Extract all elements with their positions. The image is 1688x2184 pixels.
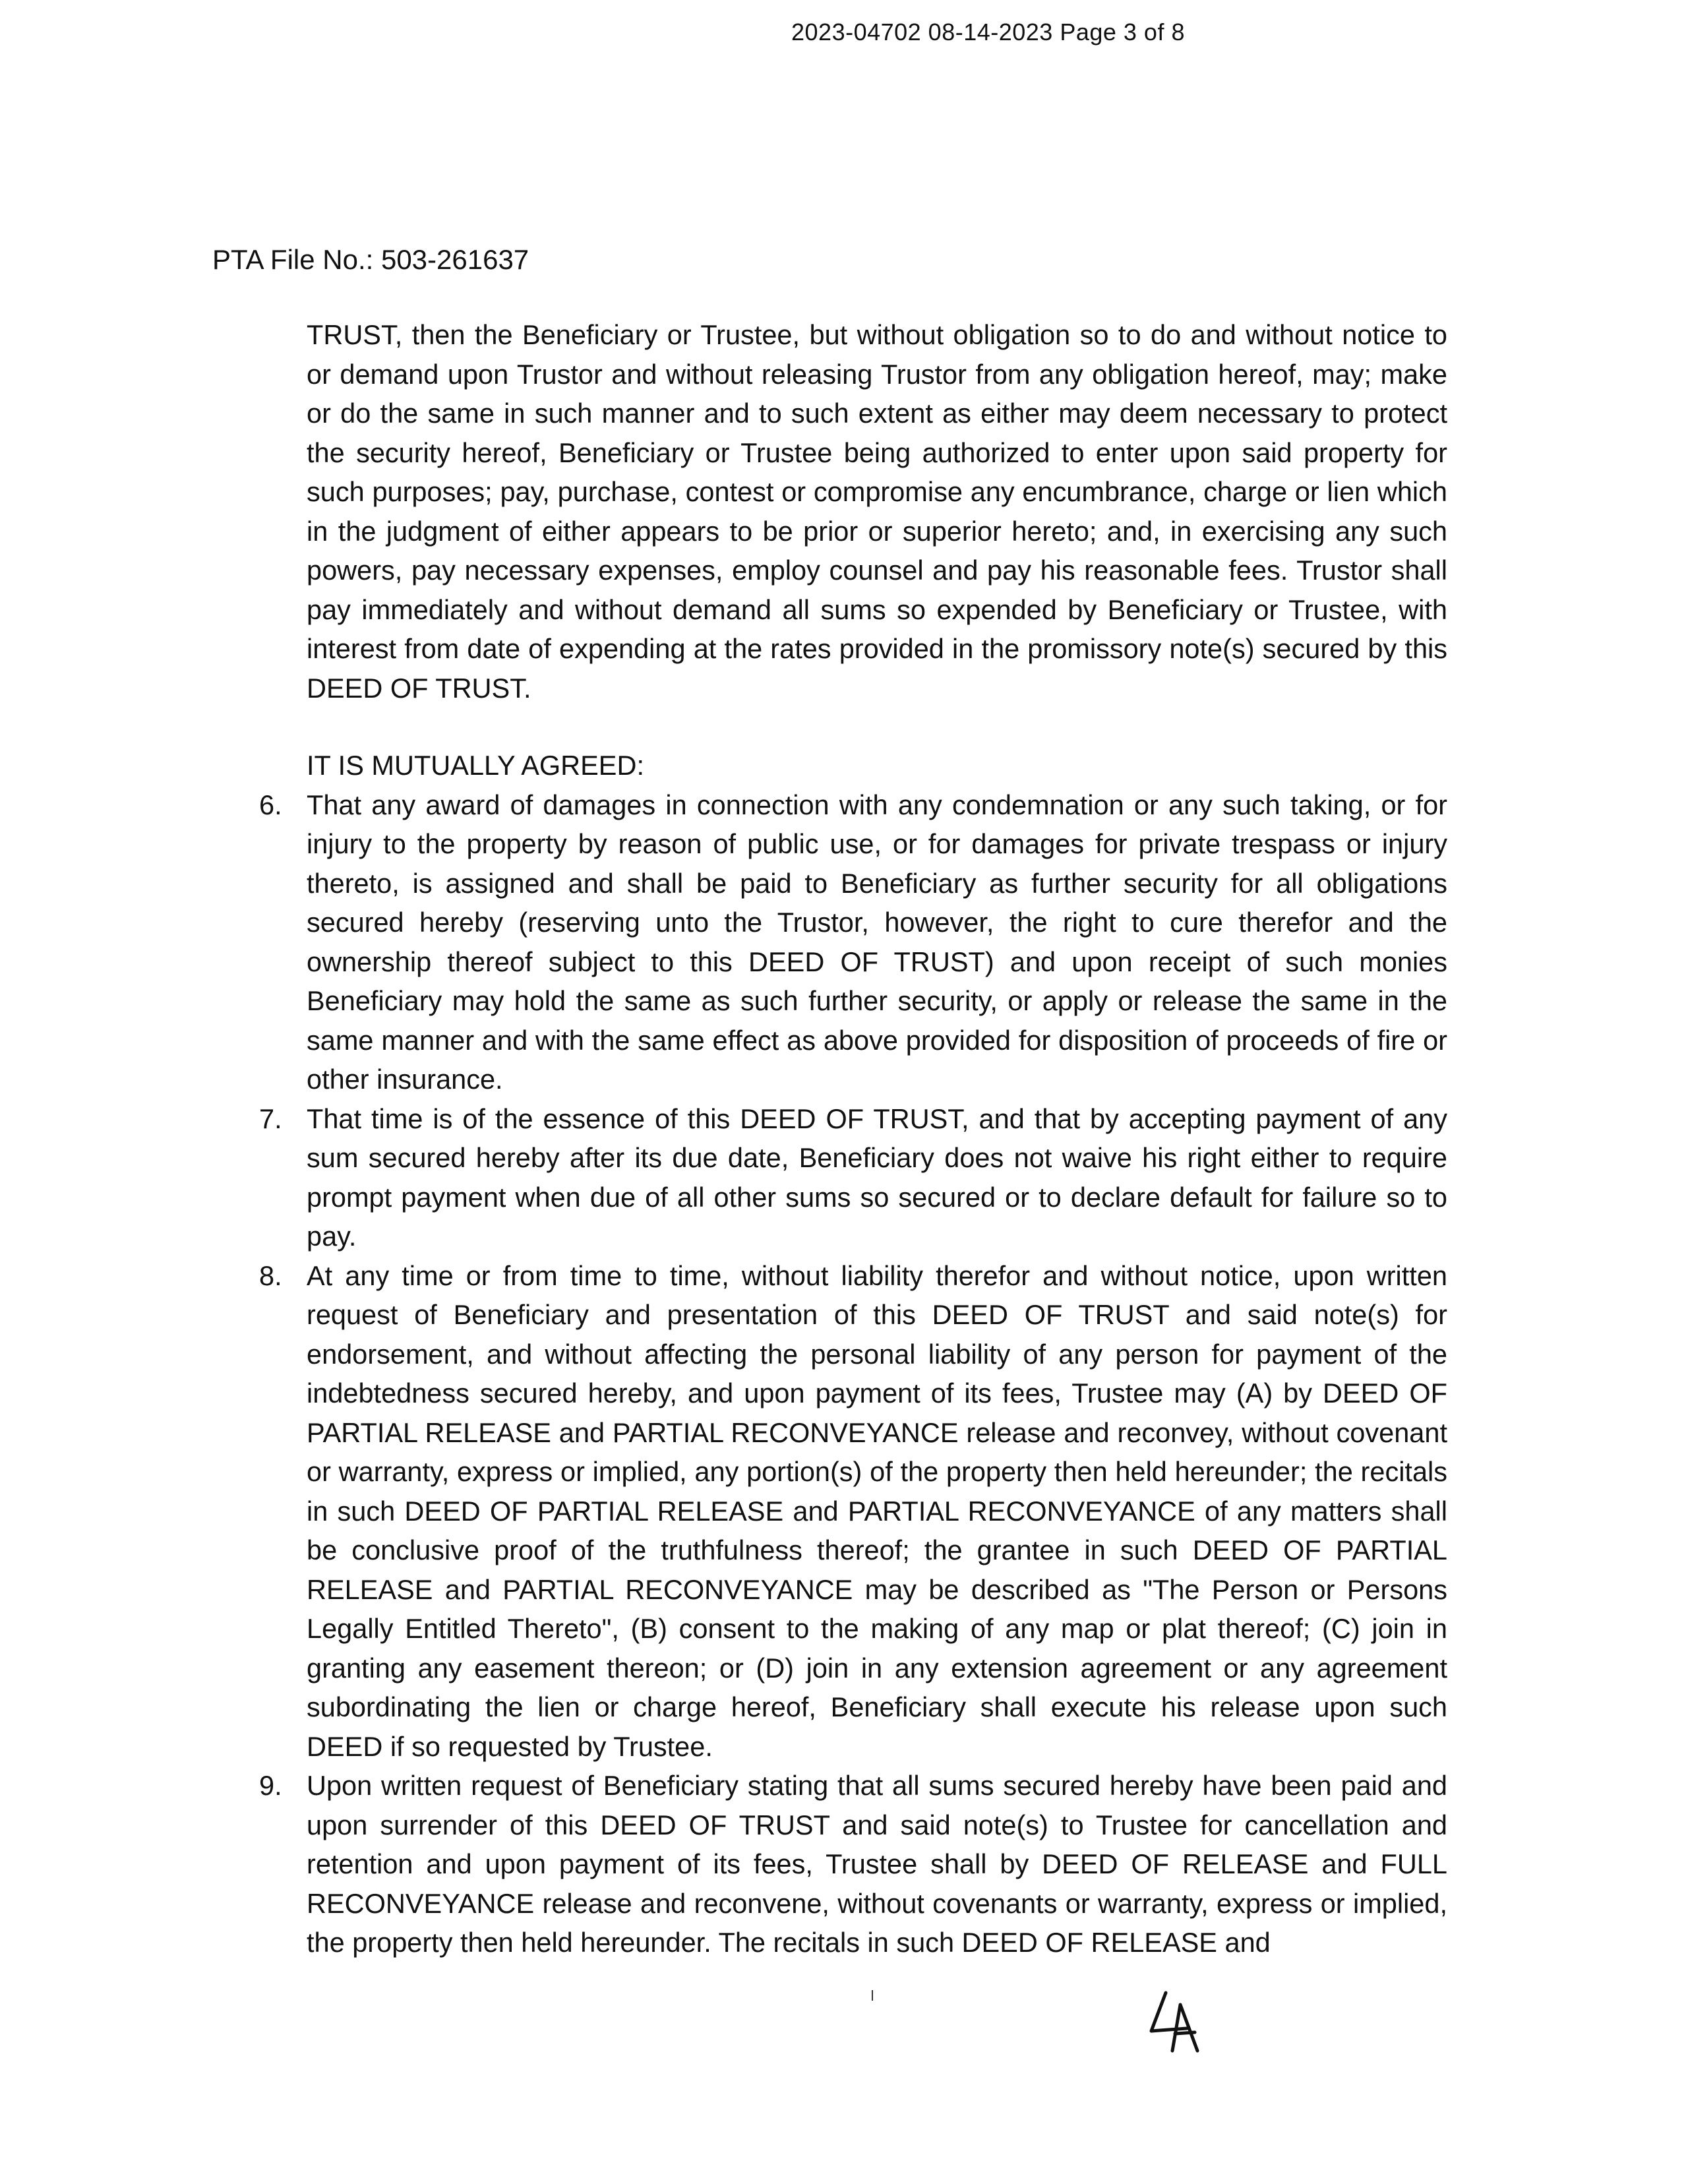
agreement-list <box>259 785 1447 1962</box>
item-text: That any award of damages in connection with any condemnation or any such taking, or for injury to the property by reason of public use, or for damages for private trespass or injury thereto, is assigned and shall be paid to Beneficiary as further security for all obligations secured hereby (reserving unto the Trustor, however, the right to cure therefor and the ownership thereof subject to this DEED OF TRUST) and upon receipt of such monies Beneficiary may hold the same as such further security, or apply or release the same in the same manner and with the same effect as above provided for disposition of proceeds of fire or other insurance. <box>307 789 1447 1095</box>
document-body <box>259 315 1447 1962</box>
item-number: 7. <box>259 1103 282 1134</box>
intro-paragraph: TRUST, then the Beneficiary or Trustee, but without obligation so to do and without notice to or demand upon Trustor and without releasing Trustor from any obligation hereof, may; make or do the same in such manner and to such extent as either may deem necessary to protect the security hereof, Beneficiary or Trustee being authorized to enter upon said property for such purposes; pay, purchase, contest or compromise any encumbrance, charge or lien which in the judgment of either appears to be prior or superior hereto; and, in exercising any such powers, pay necessary expenses, employ counsel and pay his reasonable fees. Trustor shall pay immediately and without demand all sums so expended by Beneficiary or Trustee, with interest from date of expending at the rates provided in the promissory note(s) secured by this DEED OF TRUST. <box>307 319 1447 704</box>
item-number: 8. <box>259 1259 282 1291</box>
agreed-heading: IT IS MUTUALLY AGREED: <box>307 750 644 781</box>
item-text: At any time or from time to time, without liability therefor and without notice, upon written request of Beneficiary and presentation of this DEED OF TRUST and said note(s) for endorsement, and without affecting the personal liability of any person for payment of the indebtedness secured hereby, and upon payment of its fees, Trustee may (A) by DEED OF PARTIAL RELEASE and PARTIAL RECONVEYANCE release and reconvey, without covenant or warranty, express or implied, any portion(s) of the property then held hereunder; the recitals in such DEED OF PARTIAL RELEASE and PARTIAL RECONVEYANCE of any matters shall be conclusive proof of the truthfulness thereof; the grantee in such DEED OF PARTIAL RELEASE and PARTIAL RECONVEYANCE may be described as "The Person or Persons Legally Entitled Thereto", (B) consent to the making of any map or plat thereof; (C) join in granting any easement thereon; or (D) join in any extension agreement or any agreement subordinating the lien or charge hereof, Beneficiary shall execute his release upon such DEED if so requested by Trustee. <box>307 1259 1447 1762</box>
list-item <box>259 785 1447 1099</box>
handwritten-page-number <box>1146 1985 1225 2057</box>
item-text: That time is of the essence of this DEED OF TRUST, and that by accepting payment of any sum secured hereby after its due date, Beneficiary does not waive his right either to require prompt payment when due of all other sums so secured or to declare default for failure so to pay. <box>307 1103 1447 1252</box>
list-item <box>259 1256 1447 1767</box>
item-text: Upon written request of Beneficiary stating that all sums secured hereby have been paid and upon surrender of this DEED OF TRUST and said note(s) to Trustee for cancellation and retention and upon payment of its fees, Trustee shall by DEED OF RELEASE and FULL RECONVEYANCE release and reconvene, without covenants or warranty, express or implied, the property then held hereunder. The recitals in such DEED OF RELEASE and <box>307 1770 1447 1958</box>
recording-stamp: 2023-04702 08-14-2023 Page 3 of 8 <box>791 18 1185 46</box>
item-number: 9. <box>259 1770 282 1801</box>
file-number: PTA File No.: 503-261637 <box>212 244 529 275</box>
list-item <box>259 1099 1447 1256</box>
item-number: 6. <box>259 789 282 820</box>
scan-mark <box>872 1990 873 2001</box>
list-item <box>259 1766 1447 1962</box>
